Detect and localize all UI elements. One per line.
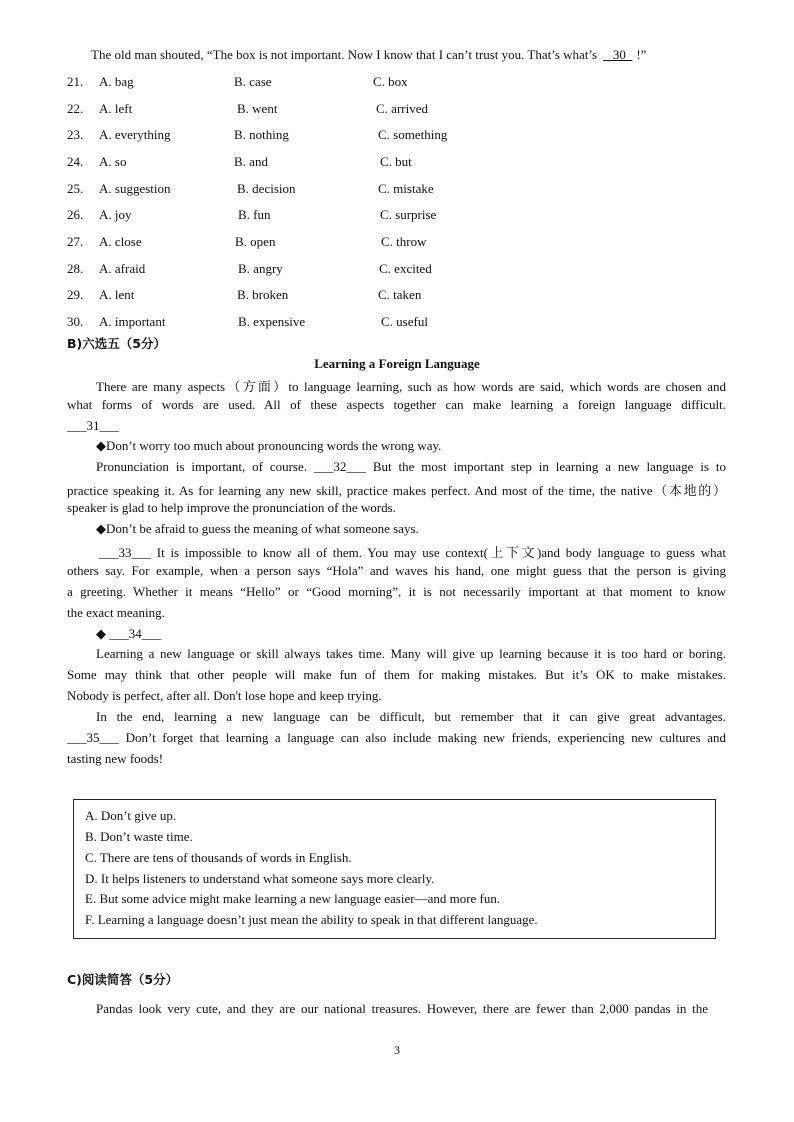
option-row	[0, 234, 794, 254]
section-c-heading: C)阅读简答（5分）	[67, 972, 179, 987]
paragraph-5-line-1: In the end, learning a new language can be difficult, but remember that it can give great advantages.	[96, 709, 726, 724]
paragraph-5-line-2: ___35___ Don’t forget that learning a language can also include making new friends, experiencing new cultures and	[67, 730, 726, 745]
option-b[interactable]: B. expensive	[238, 314, 306, 329]
option-b[interactable]: B. decision	[237, 181, 296, 196]
heading-2: ◆Don’t be afraid to guess the meaning of what someone says.	[96, 521, 419, 536]
box-option-c[interactable]: C. There are tens of thousands of words in English.	[85, 850, 352, 865]
blank-31: ___31___	[67, 418, 119, 433]
option-b[interactable]: B. and	[234, 154, 268, 169]
option-a[interactable]: A. afraid	[99, 261, 146, 276]
option-c[interactable]: C. excited	[379, 261, 432, 276]
heading-1: ◆Don’t worry too much about pronouncing words the wrong way.	[96, 438, 442, 453]
story-closing-text: The old man shouted, “The box is not important. Now I know that I can’t trust you. That’s what’s	[91, 47, 598, 62]
section-b-heading: B)六选五（5分）	[67, 336, 166, 351]
option-a[interactable]: A. joy	[99, 207, 132, 222]
option-b[interactable]: B. case	[234, 74, 272, 89]
option-a[interactable]: A. bag	[99, 74, 134, 89]
option-c[interactable]: C. useful	[381, 314, 428, 329]
box-option-b[interactable]: B. Don’t waste time.	[85, 829, 193, 844]
paragraph-3-line-4: the exact meaning.	[67, 605, 165, 620]
option-c[interactable]: C. taken	[378, 287, 422, 302]
paragraph-2-line-3: speaker is glad to help improve the pronunciation of the words.	[67, 500, 396, 515]
paragraph-1-line-1: There are many aspects（方面）to language learning, such as how words are said, which words are chosen and	[96, 379, 726, 394]
option-a[interactable]: A. left	[99, 101, 133, 116]
option-b[interactable]: B. angry	[238, 261, 283, 276]
question-number: 24.	[67, 154, 84, 169]
option-row	[0, 74, 794, 94]
story-closing-line	[91, 47, 646, 63]
option-c[interactable]: C. something	[378, 127, 448, 142]
option-a[interactable]: A. lent	[99, 287, 135, 302]
question-number: 27.	[67, 234, 84, 249]
question-number: 21.	[67, 74, 84, 89]
paragraph-1-line-2: what forms of words are used. All of these aspects together can make learning a foreign language difficult.	[67, 397, 726, 412]
option-b[interactable]: B. open	[235, 234, 276, 249]
question-number: 26.	[67, 207, 84, 222]
question-number: 29.	[67, 287, 84, 302]
option-a[interactable]: A. close	[99, 234, 142, 249]
box-option-f[interactable]: F. Learning a language doesn’t just mean the ability to speak in that different language.	[85, 912, 538, 927]
option-c[interactable]: C. throw	[381, 234, 427, 249]
paragraph-2-line-1: Pronunciation is important, of course. ___32___ But the most important step in learning a new language is to	[96, 459, 726, 474]
option-b[interactable]: B. went	[237, 101, 278, 116]
paragraph-3-line-1: ___33___ It is impossible to know all of them. You may use context(上下文)and body language to guess what	[99, 545, 726, 560]
paragraph-4-line-3: Nobody is perfect, after all. Don't lose hope and keep trying.	[67, 688, 382, 703]
option-row	[0, 101, 794, 121]
answer-options-box	[73, 799, 716, 939]
paragraph-4-line-2: Some may think that other people will make fun of them for making mistakes. But it’s OK to make mistakes.	[67, 667, 726, 682]
option-row	[0, 181, 794, 201]
option-c[interactable]: C. arrived	[376, 101, 428, 116]
option-row	[0, 127, 794, 147]
passage-title: Learning a Foreign Language	[314, 356, 480, 371]
box-option-e[interactable]: E. But some advice might make learning a new language easier—and more fun.	[85, 891, 501, 906]
option-a[interactable]: A. everything	[99, 127, 171, 142]
option-a[interactable]: A. important	[99, 314, 166, 329]
option-a[interactable]: A. so	[99, 154, 127, 169]
page-number: 3	[394, 1043, 400, 1057]
question-number: 22.	[67, 101, 84, 116]
option-row	[0, 154, 794, 174]
option-c[interactable]: C. box	[373, 74, 408, 89]
box-option-d[interactable]: D. It helps listeners to understand what someone says more clearly.	[85, 871, 435, 886]
paragraph-2-line-2: practice speaking it. As for learning any new skill, practice makes perfect. And most of the time, the native（本地的）	[67, 483, 726, 498]
option-row	[0, 261, 794, 281]
paragraph-4-line-1: Learning a new language or skill always takes time. Many will give up learning because it is too hard or boring.	[96, 646, 726, 661]
option-c[interactable]: C. surprise	[380, 207, 437, 222]
blank-30: 30	[612, 47, 626, 62]
option-b[interactable]: B. nothing	[234, 127, 289, 142]
question-number: 25.	[67, 181, 84, 196]
option-b[interactable]: B. broken	[237, 287, 289, 302]
option-a[interactable]: A. suggestion	[99, 181, 171, 196]
option-row	[0, 314, 794, 334]
question-number: 28.	[67, 261, 84, 276]
heading-3-blank-34: ◆ ___34___	[96, 626, 162, 641]
story-closing-end: !”	[636, 47, 647, 62]
option-row	[0, 207, 794, 227]
question-number: 30.	[67, 314, 84, 329]
box-option-a[interactable]: A. Don’t give up.	[85, 808, 177, 823]
paragraph-3-line-2: others say. For example, when a person says “Hola” and waves his hand, one might guess that the person is giving	[67, 563, 726, 578]
option-c[interactable]: C. mistake	[378, 181, 434, 196]
option-b[interactable]: B. fun	[238, 207, 271, 222]
option-c[interactable]: C. but	[380, 154, 412, 169]
paragraph-3-line-3: a greeting. Whether it means “Hello” or “Good morning”, it is not necessarily important at that moment to know	[67, 584, 726, 599]
section-c-paragraph-1: Pandas look very cute, and they are our national treasures. However, there are fewer than 2,000 pandas in the	[96, 1001, 708, 1016]
option-row	[0, 287, 794, 307]
paragraph-5-line-3: tasting new foods!	[67, 751, 164, 766]
question-number: 23.	[67, 127, 84, 142]
